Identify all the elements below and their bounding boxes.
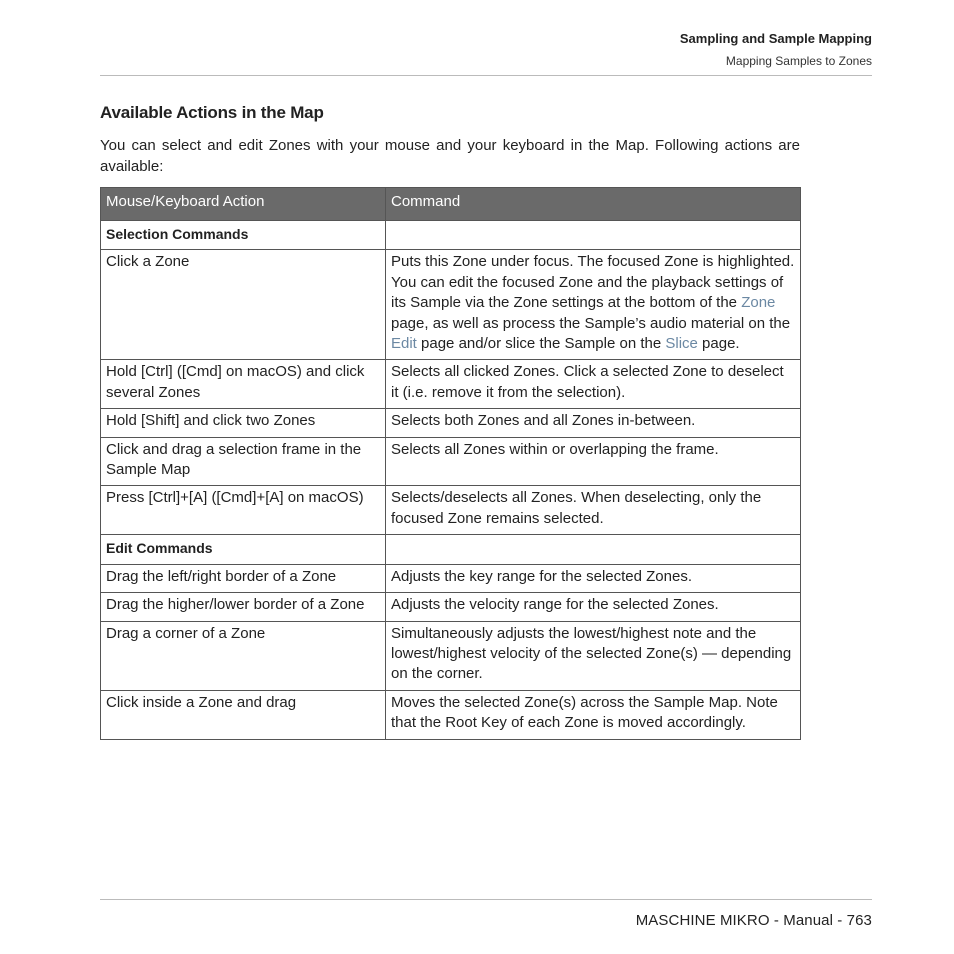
- page-link[interactable]: Edit: [391, 335, 417, 353]
- group-label: Selection Commands: [101, 221, 386, 250]
- running-header: [680, 30, 872, 70]
- command-cell: Simultaneously adjusts the lowest/highest note and the lowest/highest velocity of the selected Zone(s) — depending on the corner.: [386, 621, 801, 690]
- table-group-row: [101, 535, 801, 564]
- actions-table: [100, 187, 801, 740]
- page-footer: MASCHINE MIKRO - Manual - 763: [635, 912, 872, 929]
- command-cell: Adjusts the key range for the selected Zones.: [386, 564, 801, 592]
- section-title: Mapping Samples to Zones: [725, 54, 872, 68]
- table-row: [101, 593, 801, 621]
- command-cell: Selects/deselects all Zones. When deselecting, only the focused Zone remains selected.: [386, 486, 801, 535]
- chapter-title: Sampling and Sample Mapping: [679, 31, 872, 46]
- column-header-command: Command: [386, 188, 801, 221]
- table-row: [101, 250, 801, 360]
- action-cell: Hold [Ctrl] ([Cmd] on macOS) and click several Zones: [101, 360, 386, 409]
- group-label: Edit Commands: [101, 535, 386, 564]
- command-cell: Moves the selected Zone(s) across the Sample Map. Note that the Root Key of each Zone is moved accordingly.: [386, 690, 801, 739]
- table-row: [101, 564, 801, 592]
- command-cell: Adjusts the velocity range for the selected Zones.: [386, 593, 801, 621]
- action-cell: Click a Zone: [101, 250, 386, 360]
- command-cell: Selects both Zones and all Zones in-between.: [386, 409, 801, 437]
- page-link[interactable]: Slice: [665, 335, 698, 353]
- command-cell: [386, 221, 801, 250]
- intro-paragraph: You can select and edit Zones with your mouse and your keyboard in the Map. Following actions are available:: [100, 137, 800, 175]
- table-row: [101, 486, 801, 535]
- table-body: [101, 221, 801, 740]
- table-row: [101, 360, 801, 409]
- table-row: [101, 437, 801, 486]
- command-cell: Selects all clicked Zones. Click a selected Zone to deselect it (i.e. remove it from the selection).: [386, 360, 801, 409]
- header-divider: [100, 75, 872, 76]
- command-cell: [386, 535, 801, 564]
- command-cell: [386, 250, 801, 360]
- table-group-row: [101, 221, 801, 250]
- page-link[interactable]: Zone: [741, 294, 776, 312]
- action-cell: Hold [Shift] and click two Zones: [101, 409, 386, 437]
- command-text: page.: [697, 335, 740, 353]
- column-header-action: Mouse/Keyboard Action: [101, 188, 386, 221]
- table-row: [101, 409, 801, 437]
- section-heading: Available Actions in the Map: [100, 103, 324, 122]
- command-text: page and/or slice the Sample on the: [416, 335, 666, 353]
- table-header-row: [101, 188, 801, 221]
- command-cell: Selects all Zones within or overlapping the frame.: [386, 437, 801, 486]
- command-text: Puts this Zone under focus. The focused Zone is highlighted. You can edit the focused Zone and the playback settings of its Sample via the Zone settings at the bottom of the: [391, 253, 795, 312]
- action-cell: Drag the higher/lower border of a Zone: [101, 593, 386, 621]
- action-cell: Press [Ctrl]+[A] ([Cmd]+[A] on macOS): [101, 486, 386, 535]
- action-cell: Click and drag a selection frame in the Sample Map: [101, 437, 386, 486]
- action-cell: Drag the left/right border of a Zone: [101, 564, 386, 592]
- table-row: [101, 621, 801, 690]
- table-row: [101, 690, 801, 739]
- command-text: page, as well as process the Sample’s audio material on the: [391, 314, 791, 332]
- action-cell: Click inside a Zone and drag: [101, 690, 386, 739]
- action-cell: Drag a corner of a Zone: [101, 621, 386, 690]
- footer-divider: [100, 899, 872, 900]
